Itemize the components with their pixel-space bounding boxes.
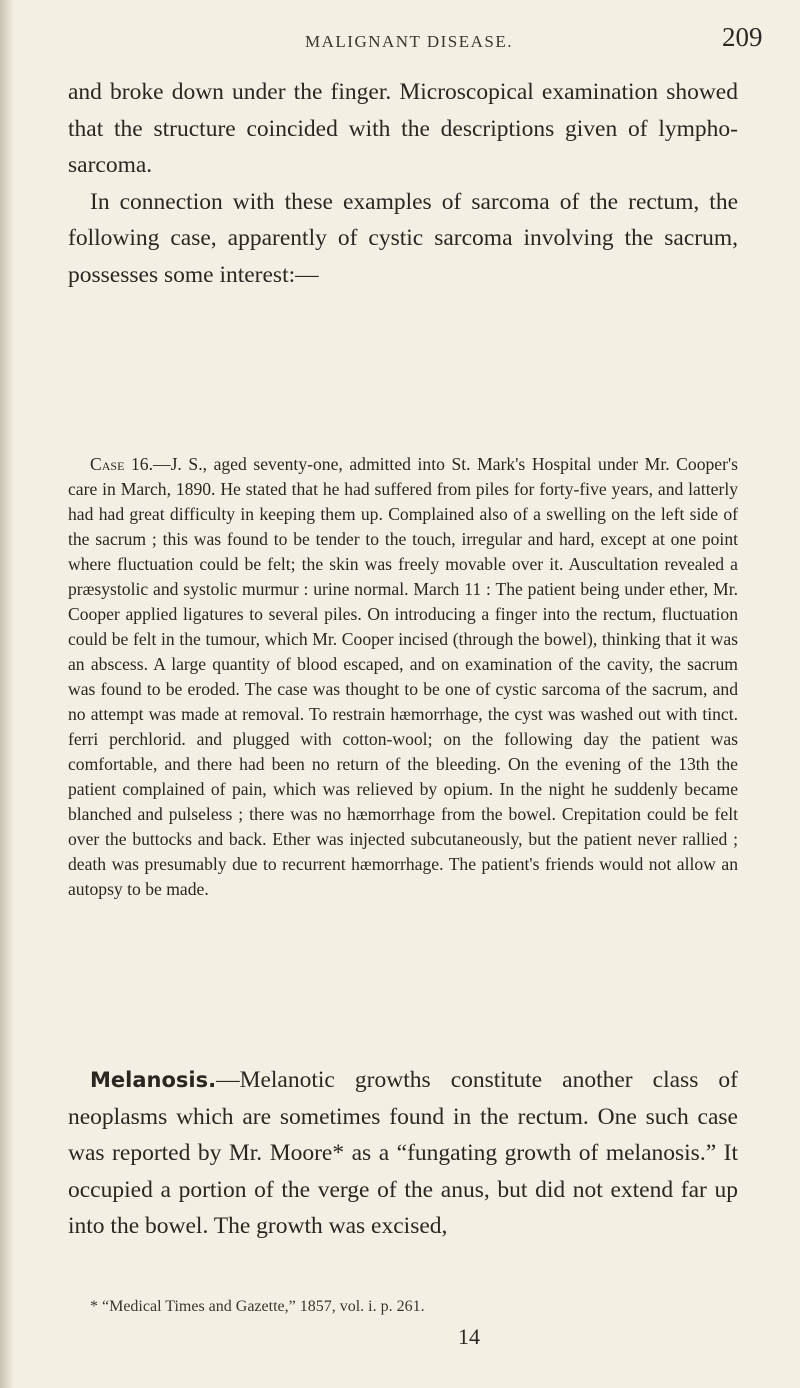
running-head [0,20,800,60]
case-text: —J. S., aged seventy-one, admitted into St. Mark's Hospital under Mr. Cooper's care in March, 1890. He stated that he had suffered from piles for forty-five years, and latterly had had great difficulty in keeping them up. Complained also of a swelling on the left side of the sacrum ; this was found to be tender to the touch, irregular and hard, except at one point where fluctuation could be felt; the skin was freely movable over it. Auscultation revealed a præsystolic and systolic murmur : urine normal. March 11 : The patient being under ether, Mr. Cooper applied ligatures to several piles. On introducing a finger into the rectum, fluctuation could be felt in the tumour, which Mr. Cooper incised (through the bowel), thinking that it was an abscess. A large quantity of blood escaped, and on examination of the cavity, the sacrum was found to be eroded. The case was thought to be one of cystic sarcoma of the sacrum, and no attempt was made at removal. To restrain hæmorrhage, the cyst was washed out with tinct. ferri perchlorid. and plugged with cotton-wool; on the following day the patient was comfortable, and there had been no return of the bleeding. On the evening of the 13th the patient complained of pain, which was relieved by opium. In the night he suddenly became blanched and pulseless ; there was no hæmorrhage from the bowel. Crepitation could be felt over the buttocks and back. Ether was injected subcutaneously, but the patient never rallied ; death was presumably due to recurrent hæmorrhage. The patient's friends would not allow an autopsy to be made. [68,454,738,899]
running-title: MALIGNANT DISEASE. [305,32,514,51]
paragraph-continuation: and broke down under the finger. Microscopical examination showed that the structure coincided with the descriptions given of lympho-sarcoma. [68,79,738,178]
page-number: 209 [722,22,763,52]
signature-mark: 14 [458,1324,480,1349]
case-label: Case 16. [90,454,153,474]
lead-text [68,74,738,293]
section-text: —Melanotic growths constitute another class of neoplasms which are sometimes found in the rectum. One such case was reported by Mr. Moore* as a “fungating growth of melanosis.” It occupied a portion of the verge of the anus, but did not extend far up into the bowel. The growth was excised, [68,1067,738,1239]
case-report [68,452,738,902]
binding-shadow [0,0,14,1388]
paragraph-intro-case: In connection with these examples of sarcoma of the rectum, the following case, apparently of cystic sarcoma involving the sacrum, possesses some interest:— [68,188,738,288]
footnote: * “Medical Times and Gazette,” 1857, vol. i. p. 261. [90,1298,425,1315]
melanosis-section [68,1062,738,1245]
section-heading: Melanosis. [90,1068,217,1092]
